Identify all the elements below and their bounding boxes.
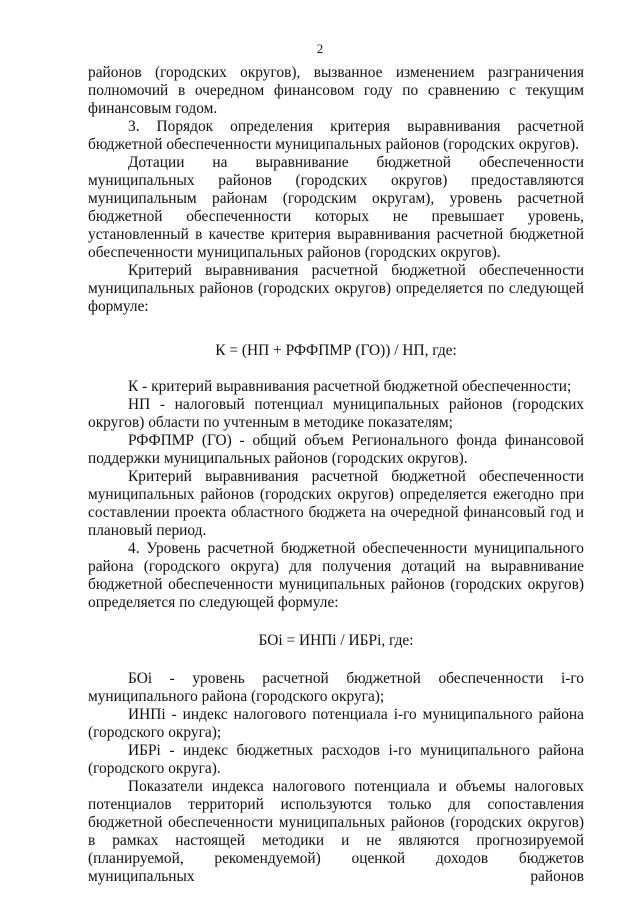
section-3-heading: 3. Порядок определения критерия выравнивания расчетной бюджетной обеспеченности муниципальных районов (городских округов). (88, 118, 584, 153)
definition-np: НП - налоговый потенциал муниципальных районов (городских округов) области по учтенным в методике показателям; (88, 396, 584, 431)
paragraph-criterion-annual: Критерий выравнивания расчетной бюджетной обеспеченности муниципальных районов (городских округов) определяется ежегодно при составлении проекта областного бюджета на очередной финансовый год и плановый период. (88, 468, 584, 539)
definition-rffpmr: РФФПМР (ГО) - общий объем Регионального фонда финансовой поддержки муниципальных районов (городских округов). (88, 432, 584, 467)
paragraph-dotation: Дотации на выравнивание бюджетной обеспеченности муниципальных районов (городских округов) предоставляются муниципальным районам (городским округам), уровень расчетной бюджетной обеспеченности которых не превышает уровень, установленный в качестве критерия выравнивания расчетной бюджетной обеспеченности муниципальных районов (городских округов). (88, 154, 584, 261)
document-body (88, 64, 584, 886)
definition-bo: БОi - уровень расчетной бюджетной обеспеченности i-го муниципального района (городского округа); (88, 670, 584, 705)
definition-ibr: ИБРi - индекс бюджетных расходов i-го муниципального района (городского округа). (88, 742, 584, 777)
page-number: 2 (316, 41, 324, 56)
paragraph-continuation: районов (городских округов), вызванное изменением разграничения полномочий в очередном финансовом году по сравнению с текущим финансовым годом. (88, 64, 584, 117)
formula-criterion: К = (НП + РФФПМР (ГО)) / НП, где: (215, 342, 457, 359)
formula-budget-level: БОi = ИНПi / ИБРi, где: (258, 632, 414, 649)
paragraph-indicators: Показатели индекса налогового потенциала и объемы налоговых потенциалов территорий используются только для сопоставления бюджетной обеспеченности муниципальных районов (городских округов) в рамках настоящей методики и не являются прогнозируемой (планируемой, рекомендуемой) оценкой доходов бюджетов муниципальных районов (88, 778, 584, 885)
definition-inp: ИНПi - индекс налогового потенциала i-го муниципального района (городского округа); (88, 706, 584, 741)
paragraph-criterion-formula-intro: Критерий выравнивания расчетной бюджетной обеспеченности муниципальных районов (городских округов) определяется по следующей формуле: (88, 262, 584, 315)
section-4-paragraph: 4. Уровень расчетной бюджетной обеспеченности муниципального района (городского округа) для получения дотаций на выравнивание бюджетной обеспеченности муниципальных районов (городских округов) определяется по следующей формуле: (88, 540, 584, 611)
definition-k: К - критерий выравнивания расчетной бюджетной обеспеченности; (128, 378, 572, 395)
